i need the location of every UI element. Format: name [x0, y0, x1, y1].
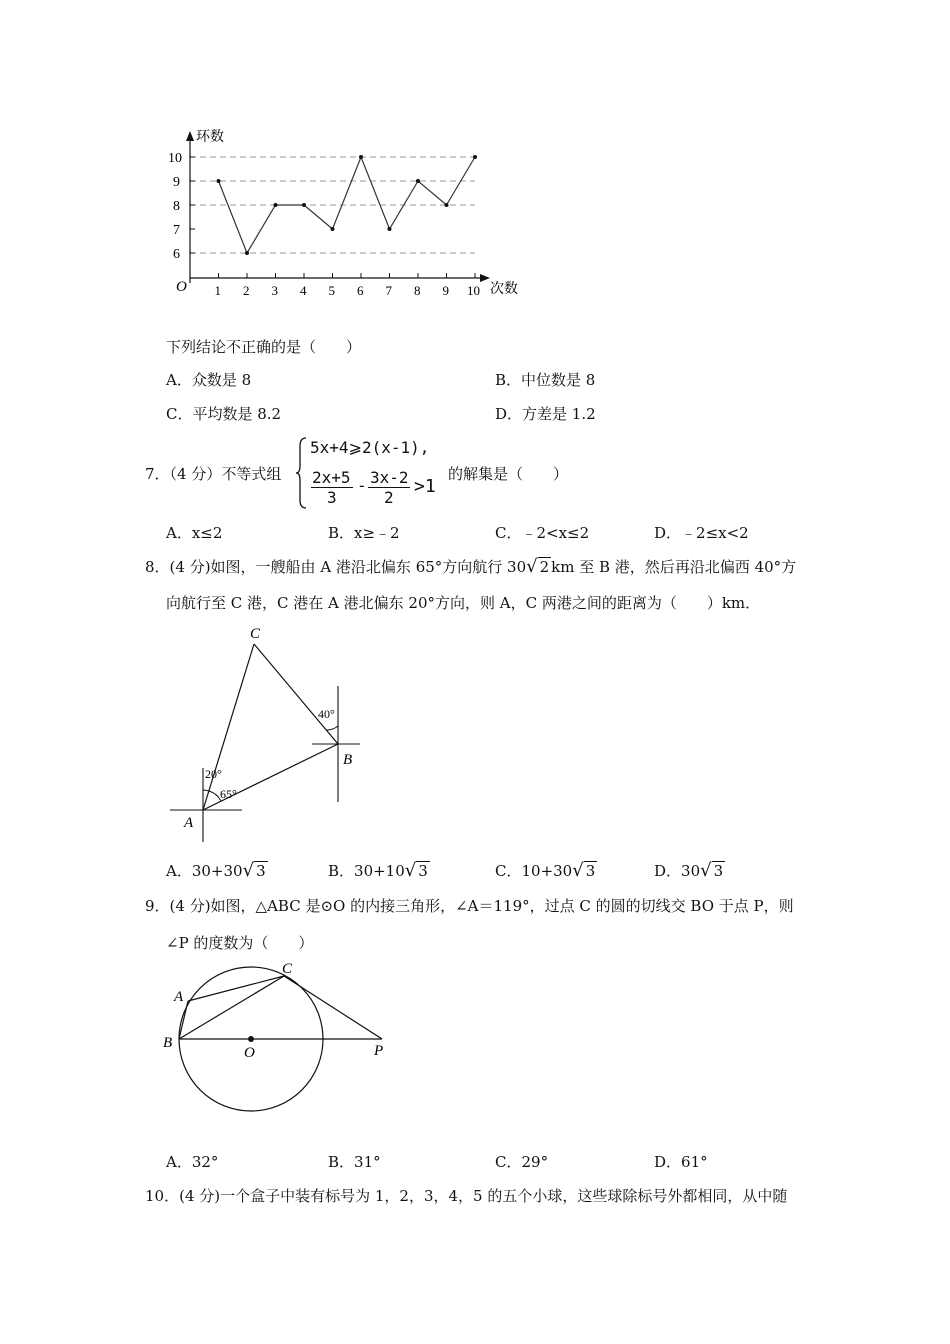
data-point: [331, 227, 335, 231]
y-tick-label: 8: [173, 199, 180, 214]
point-o-label: O: [244, 1045, 255, 1061]
data-point: [302, 203, 306, 207]
q6-prompt: 下列结论不正确的是（ ）: [166, 338, 362, 356]
q8-option-b[interactable]: B．30+10√ 3: [328, 860, 428, 881]
data-point: [416, 179, 420, 183]
q9-option-b[interactable]: B．31°: [328, 1153, 381, 1171]
q7-number: 7．（4 分）不等式组: [145, 465, 282, 483]
x-axis-label: 次数: [490, 282, 518, 297]
angle-65-label: 65°: [220, 787, 237, 801]
q9-option-c[interactable]: C．29°: [495, 1153, 549, 1171]
q9-option-d[interactable]: D．61°: [654, 1153, 708, 1171]
x-tick-label: 2: [243, 283, 250, 298]
data-point: [445, 203, 449, 207]
data-point: [359, 155, 363, 159]
x-tick-label: 4: [300, 283, 307, 298]
angle-20-label: 20°: [205, 767, 222, 781]
data-point: [245, 251, 249, 255]
x-tick-label: 8: [414, 283, 421, 298]
q9-figure: [160, 955, 400, 1125]
data-point: [274, 203, 278, 207]
x-tick-label: 3: [271, 283, 278, 298]
q8-option-c[interactable]: C．10+30√ 3: [495, 860, 596, 881]
series-line: [219, 157, 476, 253]
point-c-label: C: [282, 961, 293, 977]
y-axis-arrow: [186, 131, 194, 141]
y-tick-label: 6: [173, 247, 180, 262]
q9-option-a[interactable]: A．32°: [166, 1153, 219, 1171]
q7-frac2-num: 3x-2: [370, 468, 409, 487]
x-tick-label: 7: [385, 283, 392, 298]
q6-option-d[interactable]: D．方差是 1.2: [495, 405, 596, 423]
x-tick-label: 10: [467, 283, 480, 298]
q7-frac1-den: 3: [327, 488, 337, 507]
q7-frac1-num: 2x+5: [312, 468, 351, 487]
y-tick-label: 7: [173, 223, 180, 238]
q7-inequality-1: 5x+4⩾2(x-1),: [310, 438, 430, 457]
q6-option-a[interactable]: A．众数是 8: [166, 371, 252, 389]
x-axis-arrow: [480, 274, 490, 282]
q7-frac2-den: 2: [384, 488, 394, 507]
q7-option-a[interactable]: A．x≤2: [166, 524, 223, 542]
point-a-label: A: [174, 989, 184, 1005]
q9-line1: 9．(4 分)如图，△ABC 是⊙O 的内接三角形，∠A＝119°，过点 C 的圆的切线交 BO 于点 P，则: [145, 897, 794, 915]
angle-40-label: 40°: [318, 707, 335, 721]
q8-line1: 8．(4 分)如图，一艘船由 A 港沿北偏东 65°方向航行 30√ 2 km 至 B 港，然后再沿北偏西 40°方: [145, 556, 797, 577]
q10-line1: 10．(4 分)一个盒子中装有标号为 1，2，3，4，5 的五个小球，这些球除标号外都相同，从中随: [145, 1187, 788, 1205]
y-tick-label: 10: [168, 151, 182, 166]
x-tick-label: 1: [214, 283, 221, 298]
q8-figure: [160, 620, 380, 845]
system-brace: [296, 436, 308, 510]
q8-option-d[interactable]: D．30√ 3: [654, 860, 724, 881]
origin-label: O: [176, 279, 187, 295]
q6-option-b[interactable]: B．中位数是 8: [495, 371, 596, 389]
x-tick-label: 5: [328, 283, 335, 298]
q7-option-c[interactable]: C．﹣2<x≤2: [495, 524, 590, 542]
q6-option-c[interactable]: C．平均数是 8.2: [166, 405, 282, 423]
y-axis-label: 环数: [196, 130, 224, 145]
point-b-label: B: [163, 1035, 173, 1051]
data-point: [217, 179, 221, 183]
data-point: [388, 227, 392, 231]
q8-option-a[interactable]: A．30+30√ 3: [166, 860, 266, 881]
point-c-label: C: [250, 626, 261, 642]
q7-option-b[interactable]: B．x≥﹣2: [328, 524, 400, 542]
q8-line2: 向航行至 C 港，C 港在 A 港北偏东 20°方向，则 A，C 两港之间的距离为（ ）km．: [166, 594, 761, 612]
q9-line2: ∠P 的度数为（ ）: [166, 934, 314, 952]
x-tick-label: 6: [357, 283, 364, 298]
q7-suffix: 的解集是（ ）: [448, 465, 569, 483]
point-b-label: B: [343, 752, 353, 768]
q7-minus: -: [357, 476, 367, 495]
data-point: [473, 155, 477, 159]
q7-relation: >1: [414, 476, 436, 497]
point-a-label: A: [184, 815, 194, 831]
q7-option-d[interactable]: D．﹣2≤x<2: [654, 524, 749, 542]
y-tick-label: 9: [173, 175, 180, 190]
point-p-label: P: [374, 1043, 384, 1059]
x-tick-label: 9: [442, 283, 449, 298]
line-chart: [160, 125, 530, 305]
